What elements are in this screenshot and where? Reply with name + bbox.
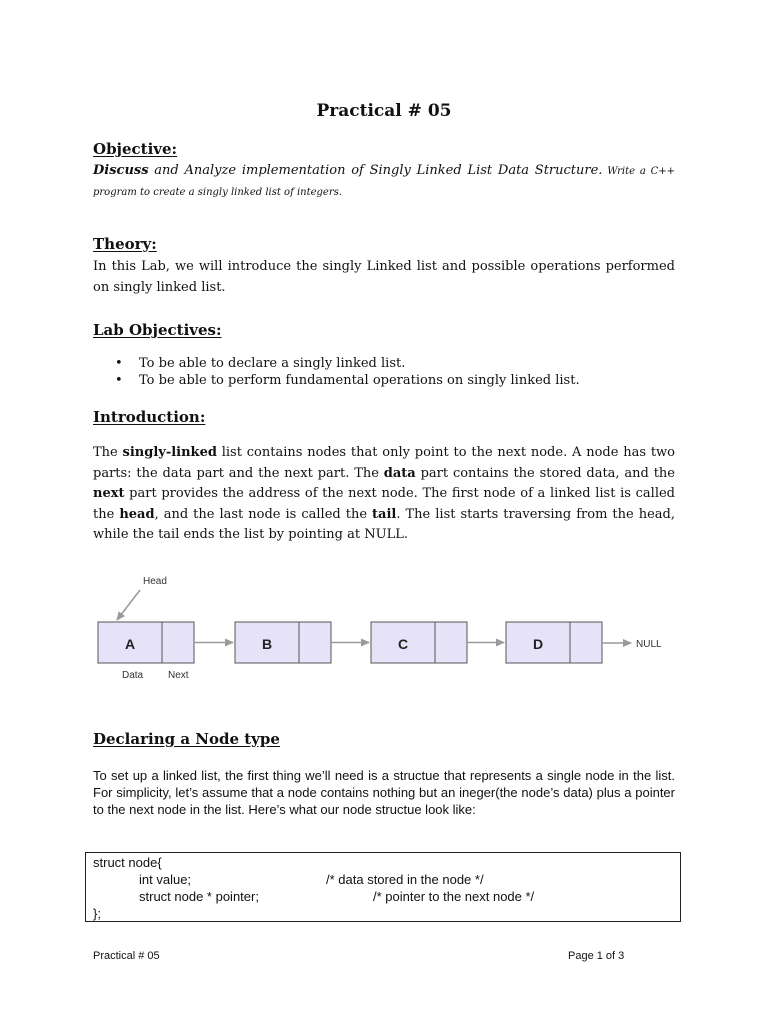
data-label: Data — [122, 670, 144, 681]
node-label: D — [532, 636, 544, 652]
node-label: A — [124, 636, 136, 652]
objective-bold-word: Discuss — [93, 163, 149, 178]
objective-main: and Analyze implementation of Singly Linked List Data Structure. — [148, 163, 603, 178]
footer-page-number: Page 1 of 3 — [568, 950, 625, 962]
page-title: Practical # 05 — [316, 101, 452, 121]
list-node-a — [98, 622, 233, 663]
node-next-cell — [162, 622, 194, 663]
objective-heading: Objective: — [93, 140, 178, 158]
introduction-heading: Introduction: — [93, 408, 206, 426]
objective-small: Write a C++ program to create a singly linked list of integers. — [93, 166, 675, 198]
code-line-1: struct node{ — [93, 855, 162, 870]
next-label: Next — [168, 670, 189, 681]
list-node-c — [371, 622, 504, 663]
node-label: C — [397, 636, 409, 652]
theory-heading: Theory: — [93, 235, 157, 253]
lab-objectives-heading: Lab Objectives: — [93, 321, 222, 339]
list-item: • To be able to declare a singly linked list. — [115, 356, 406, 371]
declaring-text: To set up a linked list, the first thing we’ll need is a structue that represents a single node in the list. For simplicity, let’s assume that a node contains nothing but an ineger(the node’s data) plus a pointer to the next node in the list. Here’s what our node structue look like: — [93, 768, 675, 817]
list-node-b — [235, 622, 369, 663]
code-line-3: struct node * pointer; /* pointer to the next node */ — [139, 889, 535, 904]
node-label: B — [261, 636, 273, 652]
introduction-text: The singly-linked list contains nodes that only point to the next node. A node has two parts: the data part and the next part. The data part contains the stored data, and the next part provides the address of the next node. The first node of a linked list is called the head, and the last node is called the tail. The list starts traversing from the head, while the tail ends the list by pointing at NULL. — [93, 445, 675, 542]
node-next-cell — [435, 622, 467, 663]
list-node-d — [506, 622, 602, 663]
head-label: Head — [143, 576, 167, 587]
list-nodes — [98, 622, 602, 663]
footer-left: Practical # 05 — [93, 950, 160, 962]
code-block — [85, 852, 681, 922]
list-item: • To be able to perform fundamental operations on singly linked list. — [115, 373, 580, 388]
node-next-cell — [570, 622, 602, 663]
head-arrow — [117, 590, 140, 620]
code-line-2: int value; /* data stored in the node */ — [139, 872, 484, 887]
theory-text: In this Lab, we will introduce the singly Linked list and possible operations performed on singly linked list. — [93, 259, 675, 295]
null-label: NULL — [636, 639, 662, 650]
declaring-heading: Declaring a Node type — [93, 730, 280, 748]
code-line-4: }; — [93, 906, 101, 921]
node-next-cell — [299, 622, 331, 663]
